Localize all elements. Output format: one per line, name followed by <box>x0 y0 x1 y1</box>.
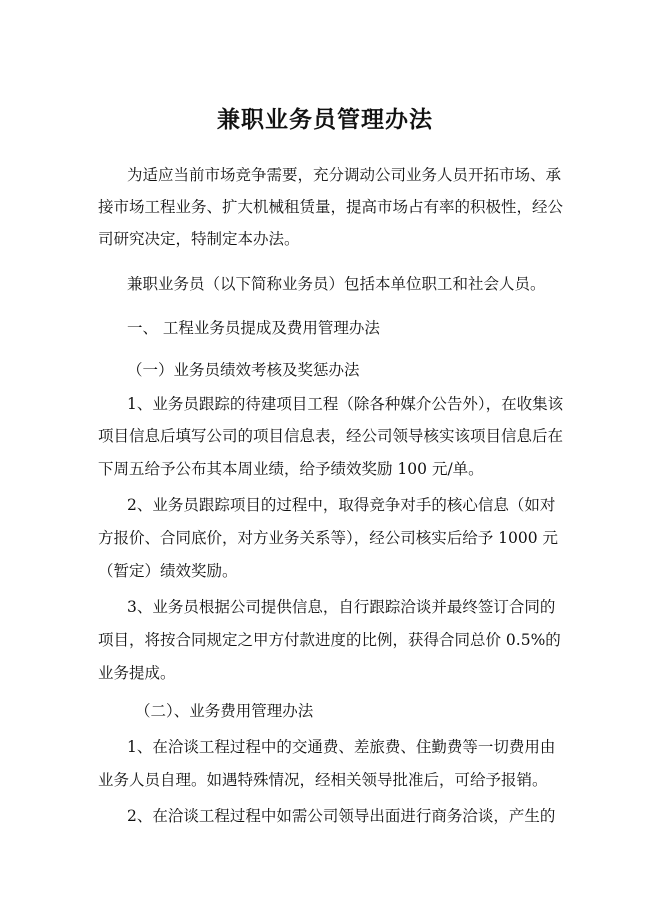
item-1-line-3: 下周五给予公布其本周业绩，给予绩效奖励 100 元/单。 <box>98 460 484 478</box>
fee-item-2-line-1: 2、在洽谈工程过程中如需公司领导出面进行商务洽谈，产生的 <box>127 807 556 825</box>
item-2-line-2: 方报价、合同底价，对方业务关系等），经公司核实后给予 1000 元 <box>98 529 559 547</box>
item-1-line-2: 项目信息后填写公司的项目信息表，经公司领导核实该项目信息后在 <box>98 427 564 445</box>
subsection-heading-2: （二）、业务费用管理办法 <box>135 702 314 720</box>
item-3-line-1: 3、业务员根据公司提供信息，自行跟踪洽谈并最终签订合同的 <box>127 598 556 616</box>
subsection-heading-1: （一）业务员绩效考核及奖惩办法 <box>127 361 360 379</box>
item-3-line-3: 业务提成。 <box>98 664 176 682</box>
fee-item-1-line-2: 业务人员自理。如遇特殊情况，经相关领导批准后，可给予报销。 <box>98 771 548 789</box>
document-title: 兼职业务员管理办法 <box>217 106 433 133</box>
fee-item-1-line-1: 1、在洽谈工程过程中的交通费、差旅费、住勤费等一切费用由 <box>127 738 556 756</box>
item-3-line-2: 项目，将按合同规定之甲方付款进度的比例，获得合同总价 0.5%的 <box>98 631 561 649</box>
item-2-line-3: （暂定）绩效奖励。 <box>98 562 238 580</box>
intro-line-1: 为适应当前市场竞争需要，充分调动公司业务人员开拓市场、承 <box>127 166 562 184</box>
item-1-line-1: 1、业务员跟踪的待建项目工程（除各种媒介公告外），在收集该 <box>127 395 564 413</box>
scope-paragraph: 兼职业务员（以下简称业务员）包括本单位职工和社会人员。 <box>127 275 546 293</box>
intro-line-3: 司研究决定，特制定本办法。 <box>98 230 300 248</box>
item-2-line-1: 2、业务员跟踪项目的过程中，取得竞争对手的核心信息（如对 <box>127 496 556 514</box>
section-heading-1: 一、 工程业务员提成及费用管理办法 <box>127 319 380 337</box>
intro-line-2: 接市场工程业务、扩大机械租赁量，提高市场占有率的积极性，经公 <box>98 198 564 216</box>
